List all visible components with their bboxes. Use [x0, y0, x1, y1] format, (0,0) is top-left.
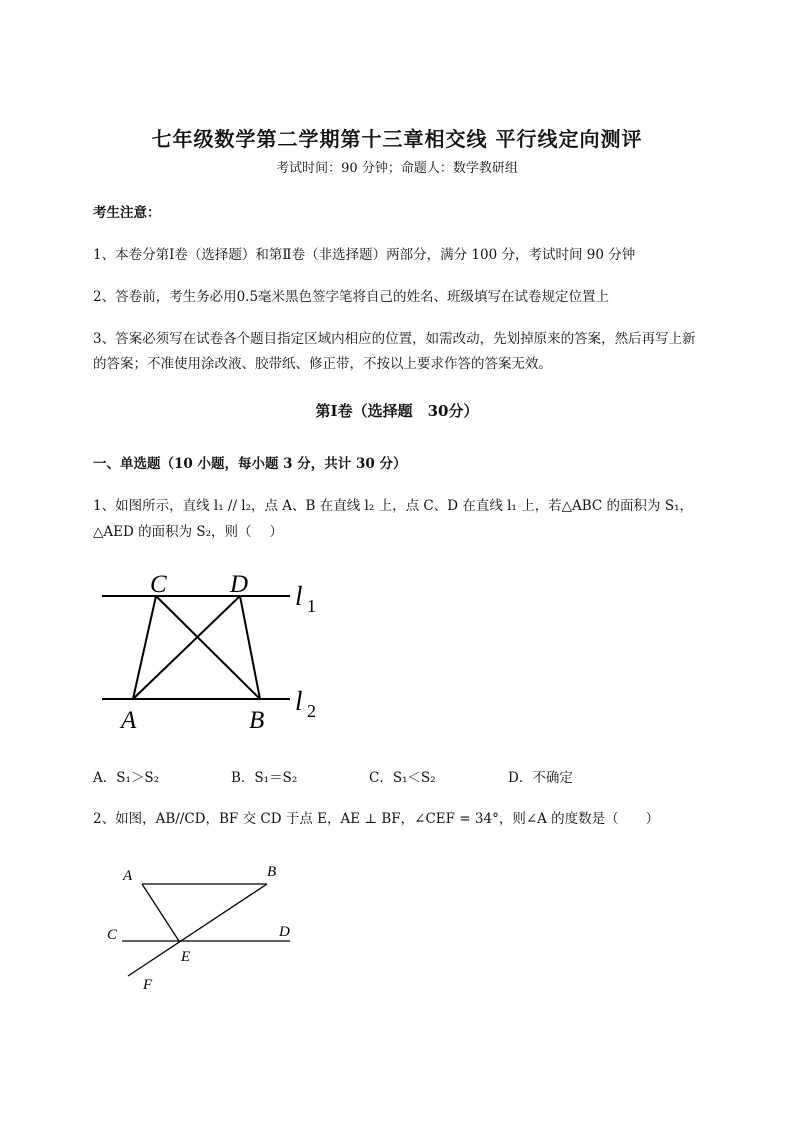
notice-item-1: 1、本卷分第Ⅰ卷（选择题）和第Ⅱ卷（非选择题）两部分，满分 100 分，考试时间 90 分钟: [93, 247, 636, 263]
notice-item-3-cont: 的答案；不准使用涂改液、胶带纸、修正带，不按以上要求作答的答案无效。: [93, 356, 552, 372]
label-c: C: [150, 571, 167, 598]
label-f: F: [143, 977, 153, 993]
segment-cb: [156, 596, 260, 699]
label-b: B: [249, 707, 265, 734]
label-l1-sub: 1: [307, 596, 316, 616]
label-d: D: [230, 571, 249, 598]
label-c: C: [107, 927, 118, 943]
label-b: B: [267, 864, 277, 880]
label-l1: l: [295, 581, 303, 611]
label-a: A: [123, 868, 133, 884]
segment-ac: [133, 596, 156, 699]
notice-item-3: 3、答案必须写在试卷各个题目指定区域内相应的位置，如需改动，先划掉原来的答案，然后再写上新: [93, 331, 696, 347]
section-title: 第Ⅰ卷（选择题 30分）: [315, 402, 479, 420]
segment-ae: [142, 884, 179, 941]
part-heading: 一、单选题（10 小题，每小题 3 分，共计 30 分）: [93, 456, 407, 472]
label-e: E: [181, 949, 191, 965]
label-l2: l: [295, 686, 303, 716]
notice-heading: 考生注意：: [93, 205, 161, 221]
question-1-figure: [90, 565, 330, 740]
question-2-figure: [100, 855, 310, 995]
question-2-stem: 2、如图，AB//CD，BF 交 CD 于点 E，AE ⊥ BF，∠CEF = 34°，则∠A 的度数是（ ）: [93, 811, 660, 827]
label-l2-sub: 2: [307, 701, 316, 721]
question-1-stem-cont: △AED 的面积为 S₂，则（ ）: [93, 524, 283, 540]
question-1-option-d[interactable]: D．不确定: [508, 770, 573, 786]
question-1-option-b[interactable]: B．S₁＝S₂: [231, 770, 298, 786]
question-1-option-a[interactable]: A．S₁＞S₂: [93, 770, 160, 786]
question-1-option-c[interactable]: C．S₁＜S₂: [369, 770, 436, 786]
segment-ad: [133, 596, 240, 699]
label-d: D: [279, 924, 290, 940]
exam-info: 考试时间：90 分钟；命题人：数学教研组: [276, 161, 518, 176]
question-1-stem: 1、如图所示，直线 l₁ // l₂，点 A、B 在直线 l₂ 上，点 C、D 在直线 l₁ 上，若△ABC 的面积为 S₁，: [93, 498, 694, 514]
notice-item-2: 2、答卷前，考生务必用0.5毫米黑色签字笔将自己的姓名、班级填写在试卷规定位置上: [93, 289, 610, 305]
segment-bf: [128, 884, 267, 976]
label-a: A: [121, 707, 137, 734]
page-title: 七年级数学第二学期第十三章相交线 平行线定向测评: [151, 127, 643, 151]
